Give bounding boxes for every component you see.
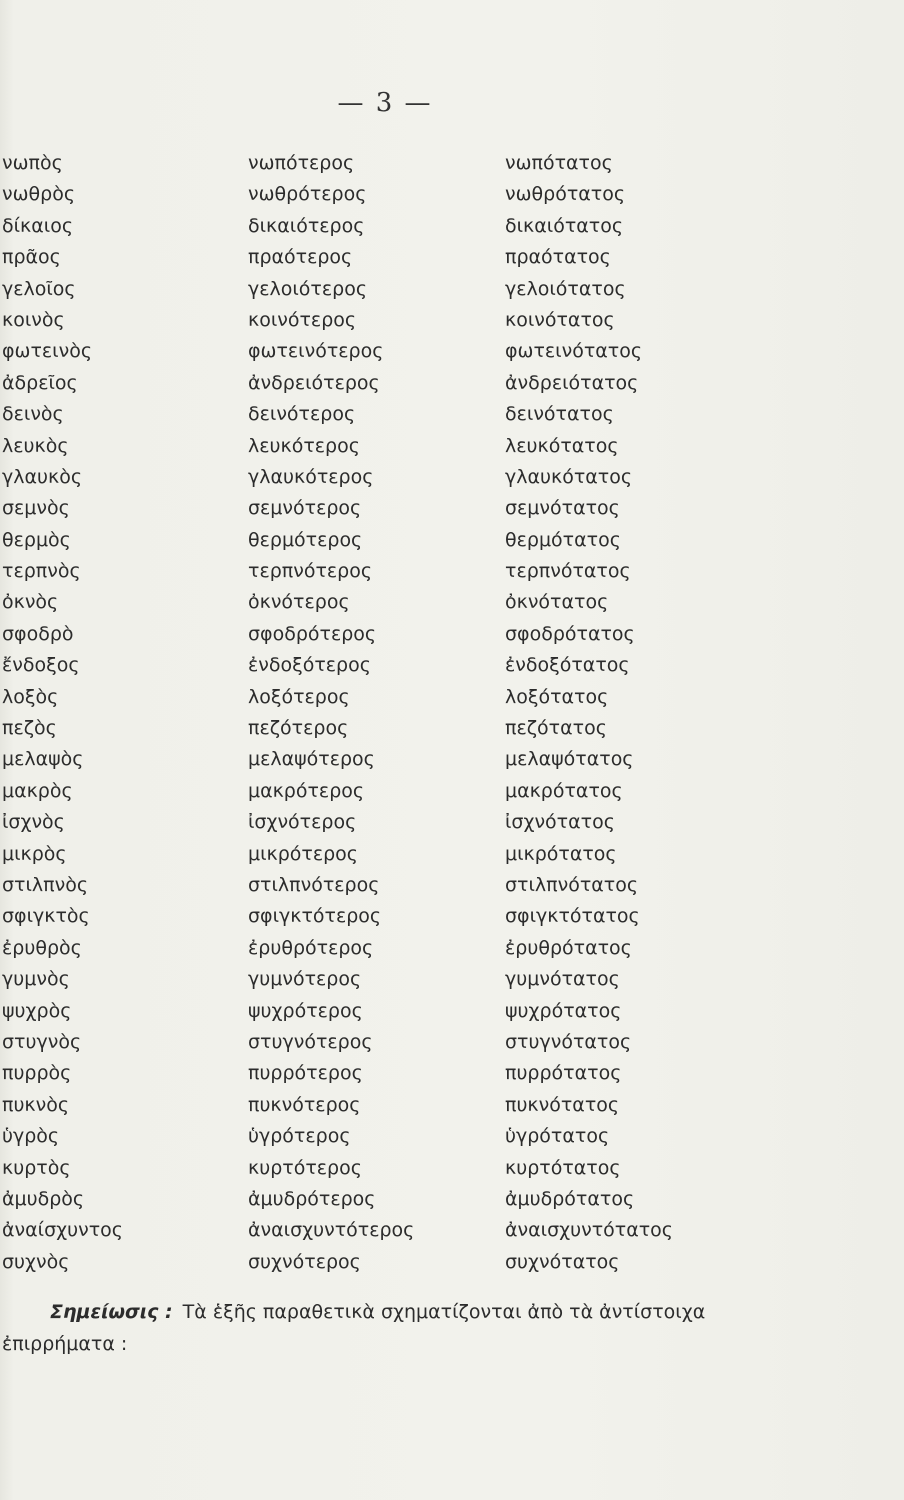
positive-form: γλαυκὸς [2, 465, 82, 488]
comparative-form: λευκότερος [248, 434, 360, 457]
table-row [0, 1090, 904, 1121]
note-line-2: ἐπιρρήματα : [2, 1333, 128, 1355]
table-row [0, 556, 904, 587]
table-row [0, 964, 904, 995]
superlative-form: ἀμυδρότατος [505, 1187, 635, 1210]
table-row [0, 901, 904, 932]
superlative-form: σφιγκτότατος [505, 905, 640, 928]
positive-form: ὑγρὸς [2, 1125, 60, 1148]
adjective-table [0, 148, 904, 1278]
superlative-form: πεζότατος [505, 717, 607, 740]
table-row [0, 587, 904, 618]
table-row [0, 1058, 904, 1089]
positive-form: κοινὸς [2, 308, 65, 331]
positive-form: πυρρὸς [2, 1062, 72, 1085]
superlative-form: στυγνότατος [505, 1030, 632, 1053]
comparative-form: δεινότερος [248, 403, 356, 426]
positive-form: σεμνὸς [2, 497, 70, 520]
positive-form: ἰσχνὸς [2, 811, 65, 834]
note-label: Σημείωσις : [50, 1301, 173, 1323]
superlative-form: γελοιότατος [505, 277, 626, 300]
table-row [0, 933, 904, 964]
superlative-form: στιλπνότατος [505, 873, 639, 896]
superlative-form: φωτεινότατος [505, 340, 642, 363]
comparative-form: ἀνδρειότερος [248, 371, 380, 394]
comparative-form: μικρότερος [248, 842, 358, 865]
comparative-form: θερμότερος [248, 528, 363, 551]
table-row [0, 493, 904, 524]
comparative-form: κοινότερος [248, 308, 357, 331]
superlative-form: δεινότατος [505, 403, 614, 426]
superlative-form: ὑγρότατος [505, 1125, 610, 1148]
superlative-form: τερπνότατος [505, 560, 631, 583]
note-block [0, 1296, 900, 1360]
positive-form: σφοδρὸ [2, 622, 74, 645]
comparative-form: δικαιότερος [248, 214, 365, 237]
positive-form: λοξὸς [2, 685, 59, 708]
table-row [0, 274, 904, 305]
table-row [0, 525, 904, 556]
positive-form: ψυχρὸς [2, 999, 72, 1022]
superlative-form: πυρρότατος [505, 1062, 622, 1085]
comparative-form: πεζότερος [248, 717, 349, 740]
table-row [0, 682, 904, 713]
table-row [0, 1184, 904, 1215]
table-row [0, 776, 904, 807]
superlative-form: ἐρυθρότατος [505, 936, 632, 959]
superlative-form: ἀναισχυντότατος [505, 1219, 673, 1242]
positive-form: κυρτὸς [2, 1156, 71, 1179]
superlative-form: ἰσχνότατος [505, 811, 615, 834]
superlative-form: γυμνότατος [505, 968, 620, 991]
table-row [0, 148, 904, 179]
positive-form: συχνὸς [2, 1250, 70, 1273]
comparative-form: νωπότερος [248, 152, 355, 174]
table-row [0, 807, 904, 838]
superlative-form: κυρτότατος [505, 1156, 621, 1179]
positive-form: πρᾶος [2, 246, 61, 269]
superlative-form: ἐνδοξότατος [505, 654, 630, 677]
note-line-1 [0, 1296, 900, 1328]
superlative-form: ἀνδρειότατος [505, 371, 639, 394]
superlative-form: νωθρότατος [505, 183, 626, 206]
comparative-form: φωτεινότερος [248, 340, 384, 363]
comparative-form: μακρότερος [248, 779, 365, 802]
positive-form: σφιγκτὸς [2, 905, 90, 928]
superlative-form: συχνότατος [505, 1250, 620, 1273]
table-row [0, 996, 904, 1027]
table-row [0, 242, 904, 273]
comparative-form: πυρρότερος [248, 1062, 363, 1085]
page-number: — 3 — [337, 88, 433, 118]
table-row [0, 713, 904, 744]
comparative-form: στυγνότερος [248, 1030, 373, 1053]
table-row [0, 431, 904, 462]
comparative-form: ὑγρότερος [248, 1125, 351, 1148]
positive-form: γυμνὸς [2, 968, 70, 991]
comparative-form: συχνότερος [248, 1250, 361, 1273]
positive-form: στυγνὸς [2, 1030, 82, 1053]
comparative-form: ἰσχνότερος [248, 811, 357, 834]
table-row [0, 336, 904, 367]
table-row [0, 399, 904, 430]
superlative-form: σφοδρότατος [505, 622, 635, 645]
positive-form: μελαψὸς [2, 748, 84, 771]
superlative-form: γλαυκότατος [505, 465, 633, 488]
table-row [0, 870, 904, 901]
table-row [0, 179, 904, 210]
superlative-form: νωπότατος [505, 152, 613, 174]
positive-form: λευκὸς [2, 434, 69, 457]
positive-form: γελοῖος [2, 277, 76, 300]
positive-form: πυκνὸς [2, 1093, 70, 1116]
table-row [0, 1027, 904, 1058]
positive-form: θερμὸς [2, 528, 71, 551]
table-row [0, 305, 904, 336]
comparative-form: νωθρότερος [248, 183, 367, 206]
positive-form: δίκαιος [2, 214, 73, 237]
superlative-form: πραότατος [505, 246, 611, 269]
comparative-form: στιλπνότερος [248, 873, 380, 896]
superlative-form: λευκότατος [505, 434, 619, 457]
comparative-form: γελοιότερος [248, 277, 367, 300]
table-row [0, 462, 904, 493]
comparative-form: ὀκνότερος [248, 591, 350, 614]
table-row [0, 744, 904, 775]
comparative-form: ἀναισχυντότερος [248, 1219, 415, 1242]
positive-form: πεζὸς [2, 717, 57, 740]
positive-form: νωθρὸς [2, 183, 75, 206]
positive-form: μικρὸς [2, 842, 67, 865]
comparative-form: κυρτότερος [248, 1156, 362, 1179]
comparative-form: ἐρυθρότερος [248, 936, 374, 959]
note-text: Τὰ ἑξῆς παραθετικὰ σχηματίζονται ἀπὸ τὰ ἀντίστοιχα [182, 1301, 706, 1323]
positive-form: ὀκνὸς [2, 591, 59, 614]
table-row [0, 650, 904, 681]
table-row [0, 839, 904, 870]
table-row [0, 1153, 904, 1184]
table-row [0, 619, 904, 650]
positive-form: ἔνδοξος [2, 654, 80, 677]
positive-form: στιλπνὸς [2, 873, 88, 896]
superlative-form: σεμνότατος [505, 497, 620, 520]
superlative-form: ψυχρότατος [505, 999, 622, 1022]
superlative-form: μικρότατος [505, 842, 617, 865]
comparative-form: τερπνότερος [248, 560, 372, 583]
comparative-form: γλαυκότερος [248, 465, 374, 488]
positive-form: νωπὸς [2, 152, 63, 174]
comparative-form: μελαψότερος [248, 748, 375, 771]
comparative-form: λοξότερος [248, 685, 350, 708]
positive-form: ἀδρεῖος [2, 371, 78, 394]
positive-form: ἀμυδρὸς [2, 1187, 85, 1210]
comparative-form: ἀμυδρότερος [248, 1187, 376, 1210]
superlative-form: κοινότατος [505, 308, 615, 331]
table-row [0, 211, 904, 242]
superlative-form: μακρότατος [505, 779, 623, 802]
superlative-form: πυκνότατος [505, 1093, 620, 1116]
table-row [0, 1121, 904, 1152]
comparative-form: πυκνότερος [248, 1093, 361, 1116]
comparative-form: σφιγκτότερος [248, 905, 382, 928]
superlative-form: δικαιότατος [505, 214, 624, 237]
superlative-form: θερμότατος [505, 528, 621, 551]
table-row [0, 1215, 904, 1246]
comparative-form: σφοδρότερος [248, 622, 377, 645]
positive-form: δεινὸς [2, 403, 64, 426]
superlative-form: λοξότατος [505, 685, 609, 708]
comparative-form: σεμνότερος [248, 497, 362, 520]
positive-form: ἀναίσχυντος [2, 1219, 123, 1242]
positive-form: ἐρυθρὸς [2, 936, 82, 959]
comparative-form: γυμνότερος [248, 968, 362, 991]
superlative-form: ὀκνότατος [505, 591, 609, 614]
comparative-form: πραότερος [248, 246, 353, 269]
comparative-form: ἐνδοξότερος [248, 654, 371, 677]
comparative-form: ψυχρότερος [248, 999, 363, 1022]
superlative-form: μελαψότατος [505, 748, 634, 771]
positive-form: φωτεινὸς [2, 340, 92, 363]
positive-form: μακρὸς [2, 779, 73, 802]
table-row [0, 1247, 904, 1278]
positive-form: τερπνὸς [2, 560, 81, 583]
table-row [0, 368, 904, 399]
